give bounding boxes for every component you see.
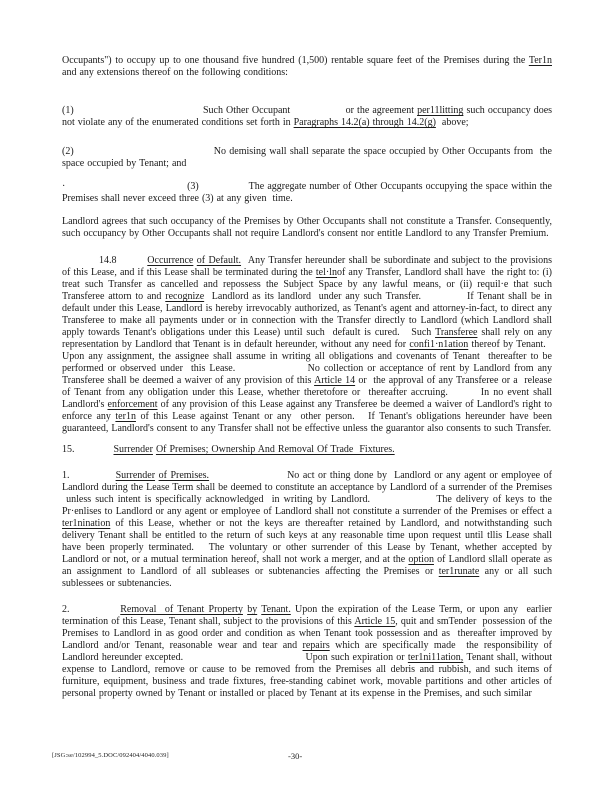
paragraph-condition-1: (1) Such Other Occupant or the agreement per11litting such occupancy does not violate any of the enumerated conditions set forth in Paragraphs 14.2(a) through 14.2(g) above; (62, 105, 553, 128)
paragraph-occupants-intro: Occupants") to occupy up to one thousand five hundred (1,500) rentable square feet of the Premises during the Ter1n and any extensions thereof on the following conditions: (62, 55, 552, 78)
page-body (62, 55, 552, 700)
paragraph-1-surrender-of-premises: 1. Surrender of Premises. No act or thing done by Landlord or any agent or employee of Landlord during the Lease Term shall be deemed to constitute an acceptance by Landlord of a surrender of the Premises unless such intent is specifically acknowledged in writing by Landlord. The delivery of keys to the Pr·enlises to Landlord or any agent or employee of Landlord shall not constitute a surrender of the Premises or effect a ter1nination of this Lease, whether or not the keys are thereafter retained by Landlord, and notwithstanding such delivery Tenant shall be entitled to the return of such keys at any reasonable time upon request until tllis Lease shall have been properly terminated. The voluntary or other surrender of this Lease by Tenant, whether accepted by Landlord or not, or a mutual termination hereof, shall not work a merger, and at the option of Landlord sllall operate as an assignment to Landlord of all subleases or subtenancies affecting the Premises or ter1runate any or all such sublessees or subtenancies. (62, 470, 552, 589)
paragraph-condition-3: · (3) The aggregate number of Other Occupants occupying the space within the Premises shall never exceed three (3) at any given time. (62, 181, 552, 204)
footer-page-number: -30- (288, 751, 303, 761)
paragraph-no-transfer: Landlord agrees that such occupancy of the Premises by Other Occupants shall not constitute a Transfer. Consequently, such occupancy by Other Occupants shall not require Landlord's consent nor entitle Landlord to any Transfer Premium. (62, 216, 552, 239)
heading-15-surrender-of-premises: 15. Surrender Of Premises; Ownership And Removal Of Trade Fixtures. (62, 444, 395, 455)
footer-doc-ref: [JSG:se/102994_5.DOC/092404/4040.039] (52, 752, 169, 759)
paragraph-14-8-occurrence-of-default: 14.8 Occurrence of Default. Any Transfer hereunder shall be subordinate and subject to the provisions of this Lease, and if this Lease shall be terminated during the tel·lnof any Transfer, Landlord shall have the right to: (i) treat such Transfer as cancelled and repossess the Subject Space by any lawful means, or (ii) requil·e that such Transferee attorn to and recognize Landlord as its landlord under any such Transfer. If Tenant shall be in default under this Lease, Landlord is hereby irrevocably authorized, as Tenant's agent and attorney-in-fact, to direct any Transferee to make all payments under or in connection with the Transfer directly to Landlord (which Landlord shall apply towards Tenant's obligations under this Lease) until such default is cured. Such Transferee shall rely on any representation by Landlord that Tenant is in default hereunder, without any need for confi1·n1ation thereof by Tenant. Upon any assignment, the assignee shall assume in writing all obligations and covenants of Tenant thereafter to be performed or observed under this Lease. No collection or acceptance of rent by Landlord from any Transferee shall be deemed a waiver of any provision of this Article 14 or the approval of any Transferee or a release of Tenant from any obligation under this Lease, whether theretofore or thereafter accruing. In no event shall Landlord's enforcement of any provision of this Lease against any Transferee be deemed a waiver of Landlord's right to enforce any ter1n of this Lease against Tenant or any other person. If Tenant's obligations hereunder have been guaranteed, Landlord's consent to any Transfer shall not be effective unless the guarantor also consents to such Transfer. (62, 255, 553, 434)
paragraph-2-removal-of-tenant-property: 2. Removal of Tenant Property by Tenant. Upon the expiration of the Lease Term, or upon any earlier termination of this Lease, Tenant shall, subject to the provisions of this Article 15, quit and smTender possession of the Premises to Landlord in as good order and condition as when Tenant took possession and as thereafter improved by Landlord and/or Tenant, reasonable wear and tear and repairs which are specifically made the responsibility of Landlord hereunder excepted. Upon such expiration or ter1ni11ation, Tenant shall, without expense to Landlord, remove or cause to be removed from the Premises all debris and rubbish, and such items of furniture, equipment, business and trade fixtures, free-standing cabinet work, movable partitions and other articles of personal property owned by Tenant or installed or placed by Tenant at its expense in the Premises, and such similar (62, 604, 553, 699)
paragraph-condition-2: (2) No demising wall shall separate the space occupied by Other Occupants from the space occupied by Tenant; and (62, 146, 552, 169)
